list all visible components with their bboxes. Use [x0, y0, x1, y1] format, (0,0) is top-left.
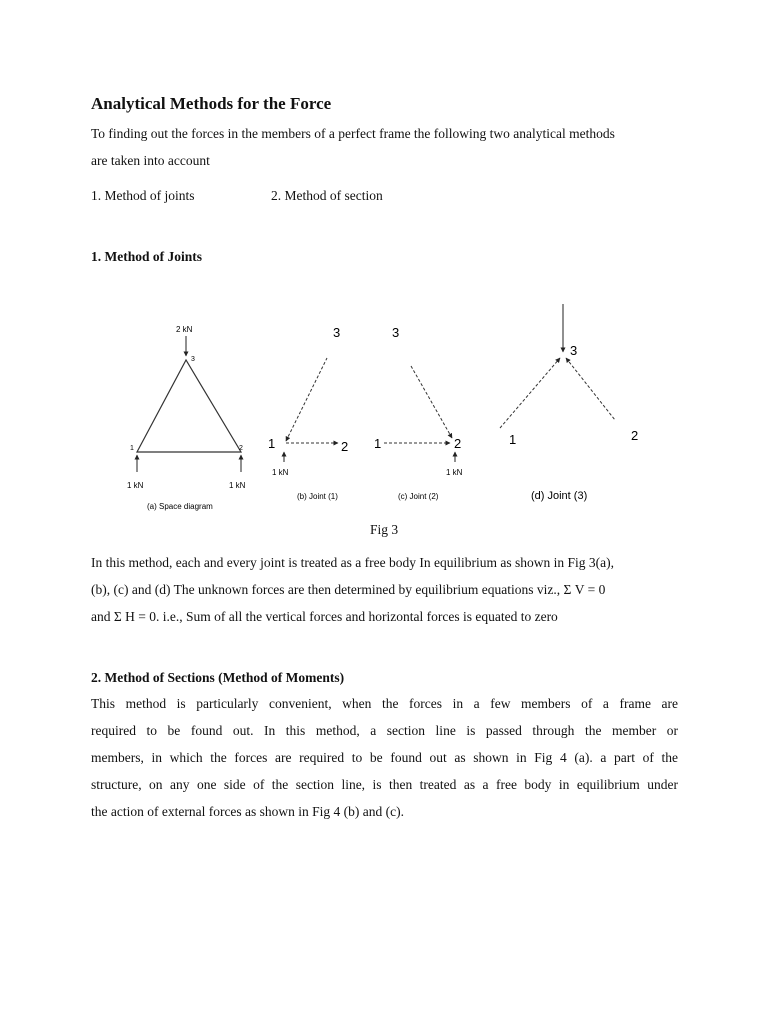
section1-heading: 1. Method of Joints: [91, 249, 202, 264]
joint2-caption: (c) Joint (2): [398, 492, 439, 501]
joint-2-diagram: [374, 325, 463, 501]
joint1-caption: (b) Joint (1): [297, 492, 338, 501]
joint1-node-1: 1: [268, 436, 276, 451]
page-title: Analytical Methods for the Force: [91, 94, 332, 113]
truss-triangle: [137, 360, 241, 452]
joint2-node-2: 2: [454, 436, 462, 451]
section1-para-line-2: (b), (c) and (d) The unknown forces are then determined by equilibrium equations viz., Σ V = 0: [91, 582, 606, 597]
section2-para-line-4: structure, on any one side of the section line, is then treated as a free body in equilibrium under: [91, 777, 678, 792]
reaction-right-label: 1 kN: [229, 481, 246, 490]
joint-3-diagram: [500, 304, 638, 502]
joint3-member-23: [566, 358, 615, 420]
joint3-caption: (d) Joint (3): [531, 490, 588, 502]
node-1-label: 1: [130, 445, 134, 452]
joint1-member-13: [286, 358, 327, 441]
intro-line-1: To finding out the forces in the members of a perfect frame the following two analytical methods: [91, 126, 615, 141]
joint3-member-13: [500, 358, 560, 428]
space-diagram-caption: (a) Space diagram: [147, 502, 213, 511]
space-diagram: [127, 325, 246, 511]
joint2-member-23: [411, 366, 452, 438]
joint1-node-2: 2: [341, 439, 349, 454]
reaction-left-label: 1 kN: [127, 481, 144, 490]
joint3-node-3: 3: [570, 343, 578, 358]
joint-1-diagram: [268, 325, 348, 501]
figure-caption: Fig 3: [370, 522, 399, 537]
joint3-node-1: 1: [509, 432, 517, 447]
section2-para-line-5: the action of external forces as shown in Fig 4 (b) and (c).: [91, 804, 405, 819]
joint1-node-3: 3: [333, 325, 341, 340]
method-item-joints: 1. Method of joints: [91, 188, 195, 203]
joint2-reaction-label: 1 kN: [446, 468, 463, 477]
section1-para-line-3: and Σ H = 0. i.e., Sum of all the vertical forces and horizontal forces is equated to zero: [91, 609, 558, 624]
load-top-label: 2 kN: [176, 325, 193, 334]
joint2-node-3: 3: [392, 325, 400, 340]
node-3-label: 3: [191, 356, 195, 363]
joint1-reaction-label: 1 kN: [272, 468, 289, 477]
section1-para-line-1: In this method, each and every joint is treated as a free body In equilibrium as shown in Fig 3(a),: [91, 555, 614, 570]
section2-para-line-2: required to be found out. In this method, a section line is passed through the member or: [91, 723, 678, 738]
section2-heading: 2. Method of Sections (Method of Moments): [91, 670, 345, 685]
intro-line-2: are taken into account: [91, 153, 210, 168]
section2-para-line-3: members, in which the forces are required to be found out as shown in Fig 4 (a). a part of the: [91, 750, 678, 765]
section2-para-line-1: This method is particularly convenient, when the forces in a few members of a frame are: [91, 696, 678, 711]
fig3-diagram: [0, 290, 768, 520]
method-item-section: 2. Method of section: [271, 188, 383, 203]
node-2-label: 2: [239, 445, 243, 452]
joint2-node-1: 1: [374, 436, 382, 451]
joint3-node-2: 2: [631, 428, 639, 443]
